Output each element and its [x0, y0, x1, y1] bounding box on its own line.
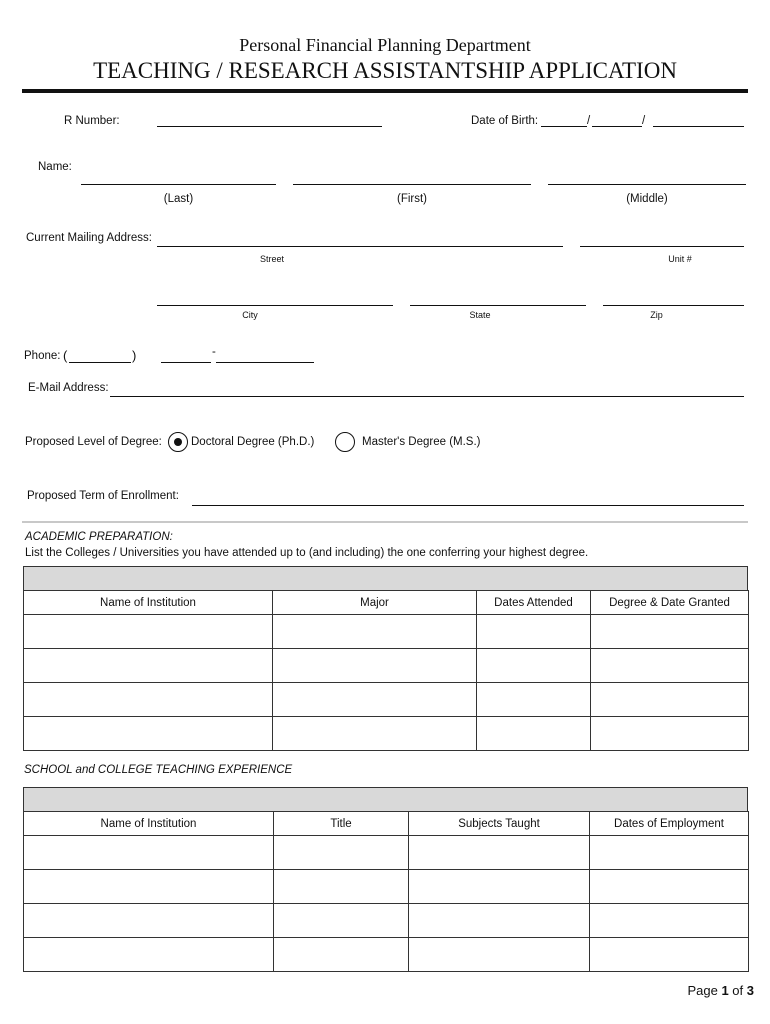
phd-radio[interactable] — [168, 432, 188, 452]
page-number: 1 — [721, 983, 729, 998]
degree-label: Proposed Level of Degree: — [25, 436, 162, 448]
table-cell[interactable] — [409, 870, 590, 904]
phone-area-code-field[interactable] — [69, 362, 131, 363]
table-cell[interactable] — [477, 615, 591, 649]
table-cell[interactable] — [590, 836, 749, 870]
dob-label: Date of Birth: — [471, 115, 539, 127]
name-label: Name: — [38, 161, 72, 173]
state-field[interactable] — [410, 305, 586, 306]
unit-field[interactable] — [580, 246, 744, 247]
ms-radio[interactable] — [335, 432, 355, 452]
table-cell[interactable] — [477, 683, 591, 717]
dob-year-field[interactable] — [653, 126, 744, 127]
city-caption: City — [242, 310, 258, 320]
table-row — [24, 683, 749, 717]
academic-heading: ACADEMIC PREPARATION: — [25, 531, 173, 543]
table-row — [24, 904, 749, 938]
page-of: of — [728, 983, 747, 998]
table-cell[interactable] — [409, 938, 590, 972]
dob-separator: / — [587, 115, 591, 127]
table-cell[interactable] — [24, 938, 274, 972]
page-prefix: Page — [687, 983, 722, 998]
table-cell[interactable] — [24, 836, 274, 870]
table-cell[interactable] — [477, 717, 591, 751]
table-row — [24, 870, 749, 904]
table-row — [24, 836, 749, 870]
address-label: Current Mailing Address: — [26, 232, 152, 244]
table-cell[interactable] — [24, 904, 274, 938]
zip-caption: Zip — [650, 310, 663, 320]
phone-line-field[interactable] — [216, 362, 314, 363]
middle-name-caption: (Middle) — [626, 193, 668, 205]
table-cell[interactable] — [274, 904, 409, 938]
table-row — [24, 615, 749, 649]
dob-separator: / — [642, 115, 646, 127]
table-cell[interactable] — [590, 938, 749, 972]
table-cell[interactable] — [274, 870, 409, 904]
street-field[interactable] — [157, 246, 563, 247]
table-cell[interactable] — [477, 649, 591, 683]
radio-selected-dot — [174, 438, 182, 446]
first-name-caption: (First) — [396, 193, 427, 205]
page-title: TEACHING / RESEARCH ASSISTANTSHIP APPLICATION — [93, 58, 677, 83]
page-total: 3 — [746, 983, 754, 998]
unit-caption: Unit # — [668, 254, 692, 264]
first-name-field[interactable] — [293, 184, 531, 185]
dob-month-field[interactable] — [541, 126, 587, 127]
table-cell[interactable] — [24, 615, 273, 649]
table-cell[interactable] — [409, 904, 590, 938]
academic-table — [23, 590, 749, 751]
r-number-field[interactable] — [157, 126, 382, 127]
table-cell[interactable] — [273, 615, 477, 649]
term-label: Proposed Term of Enrollment: — [27, 490, 179, 502]
section-divider — [22, 521, 748, 523]
table-cell[interactable] — [273, 717, 477, 751]
dob-day-field[interactable] — [592, 126, 642, 127]
table-cell[interactable] — [273, 683, 477, 717]
table-cell[interactable] — [590, 870, 749, 904]
academic-instructions: List the Colleges / Universities you have attended up to (and including) the one conferring your highest degree. — [25, 547, 589, 559]
phone-paren-close: ) — [132, 348, 137, 363]
column-header: Subjects Taught — [409, 812, 590, 836]
column-header: Dates Attended — [477, 591, 591, 615]
table-row — [24, 649, 749, 683]
teaching-table — [23, 811, 749, 972]
r-number-label: R Number: — [64, 115, 120, 127]
table-cell[interactable] — [409, 836, 590, 870]
column-header: Dates of Employment — [590, 812, 749, 836]
table-cell[interactable] — [591, 615, 749, 649]
phone-paren-open: ( — [63, 348, 68, 363]
ms-option-label: Master's Degree (M.S.) — [362, 436, 481, 448]
zip-field[interactable] — [603, 305, 744, 306]
phone-prefix-field[interactable] — [161, 362, 211, 363]
table-cell[interactable] — [590, 904, 749, 938]
title-rule — [22, 89, 748, 93]
column-header: Degree & Date Granted — [591, 591, 749, 615]
table-cell[interactable] — [273, 649, 477, 683]
city-field[interactable] — [157, 305, 393, 306]
page-indicator — [687, 983, 754, 998]
last-name-field[interactable] — [81, 184, 276, 185]
department-name: Personal Financial Planning Department — [239, 35, 531, 55]
table-cell[interactable] — [24, 649, 273, 683]
last-name-caption: (Last) — [163, 193, 194, 205]
table-cell[interactable] — [591, 683, 749, 717]
table-cell[interactable] — [591, 649, 749, 683]
term-field[interactable] — [192, 505, 744, 506]
table-cell[interactable] — [274, 836, 409, 870]
table-row — [24, 938, 749, 972]
table-cell[interactable] — [591, 717, 749, 751]
middle-name-field[interactable] — [548, 184, 746, 185]
phone-label: Phone: — [24, 350, 61, 362]
table-cell[interactable] — [24, 717, 273, 751]
column-header: Major — [273, 591, 477, 615]
phone-dash: - — [212, 346, 216, 358]
teaching-heading: SCHOOL and COLLEGE TEACHING EXPERIENCE — [24, 764, 293, 776]
teaching-table-shaded-header — [23, 787, 748, 812]
table-cell[interactable] — [24, 683, 273, 717]
column-header: Name of Institution — [24, 591, 273, 615]
email-field[interactable] — [110, 396, 744, 397]
phd-option-label: Doctoral Degree (Ph.D.) — [191, 436, 315, 448]
table-cell[interactable] — [274, 938, 409, 972]
email-label: E-Mail Address: — [28, 382, 109, 394]
academic-table-shaded-header — [23, 566, 748, 591]
table-cell[interactable] — [24, 870, 274, 904]
table-row — [24, 717, 749, 751]
street-caption: Street — [259, 254, 284, 264]
column-header: Name of Institution — [24, 812, 274, 836]
state-caption: State — [469, 310, 491, 320]
column-header: Title — [274, 812, 409, 836]
